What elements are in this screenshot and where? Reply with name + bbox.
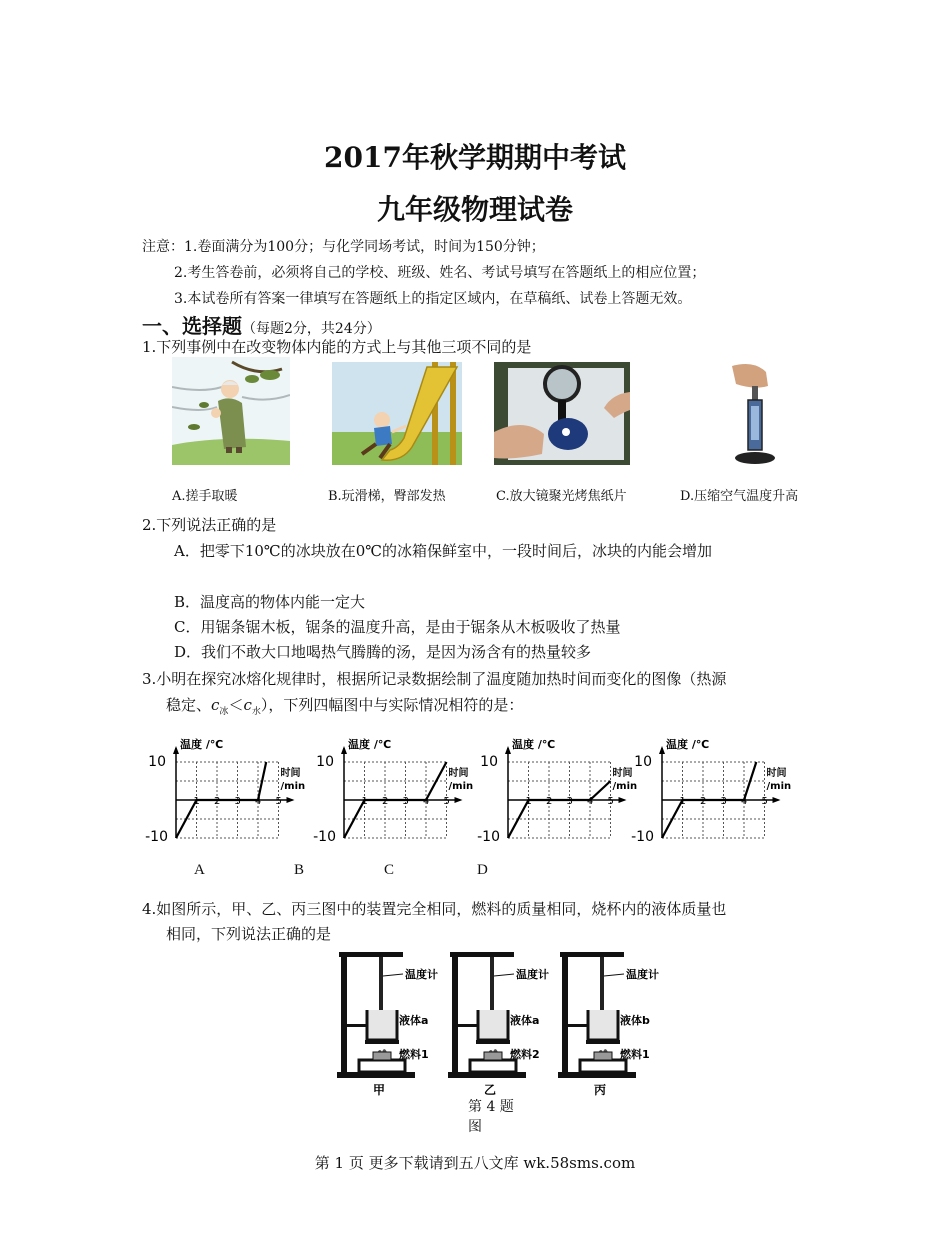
x-axis-arrow bbox=[773, 797, 781, 803]
burner-base bbox=[580, 1060, 626, 1072]
stand-pole bbox=[452, 954, 458, 1076]
q3-graph-b bbox=[308, 736, 488, 846]
apparatus-name: 甲 bbox=[373, 1083, 386, 1097]
q1-caption-d: D.压缩空气温度升高 bbox=[680, 489, 799, 504]
apparatus-1 bbox=[335, 948, 445, 1098]
notice-line-3: 3.本试卷所有答案一律填写在答题纸上的指定区域内，在草稿纸、试卷上答题无效。 bbox=[174, 291, 692, 307]
apparatus-name: 乙 bbox=[484, 1083, 497, 1097]
y-axis-arrow bbox=[173, 746, 179, 754]
q3-graph-a bbox=[140, 736, 320, 846]
q3-less-than: ＜ bbox=[228, 696, 244, 714]
stand-top-bar bbox=[560, 952, 624, 957]
x-axis-unit: /min bbox=[448, 781, 474, 792]
page-footer: 第 1 页 更多下载请到五八文库 wk.58sms.com bbox=[314, 1154, 636, 1172]
y-tick-top: 10 bbox=[316, 754, 334, 770]
stand-pole bbox=[562, 954, 568, 1076]
q3-c-water: c bbox=[243, 696, 252, 714]
question-4-stem-line2: 相同，下列说法正确的是 bbox=[166, 925, 332, 943]
x-tick-label: 4 bbox=[423, 796, 430, 807]
x-tick-label: 2 bbox=[382, 796, 389, 807]
y-axis-label: 温度 /℃ bbox=[180, 738, 224, 751]
question-3-stem-line2 bbox=[166, 694, 523, 717]
x-axis-arrow bbox=[455, 797, 463, 803]
stand-pole bbox=[341, 954, 347, 1076]
q4-figure-caption: 第 4 题 bbox=[468, 1099, 514, 1115]
y-tick-bottom: -10 bbox=[477, 829, 500, 845]
x-tick-label: 4 bbox=[255, 796, 262, 807]
stand-top-bar bbox=[450, 952, 514, 957]
thermometer-label: 温度计 bbox=[516, 968, 549, 981]
wire-gauze bbox=[365, 1040, 399, 1044]
q3-graph-d bbox=[626, 736, 806, 846]
y-axis-label: 温度 /℃ bbox=[348, 738, 392, 751]
y-tick-bottom: -10 bbox=[631, 829, 654, 845]
beaker bbox=[588, 1010, 618, 1040]
question-1-stem: 1.下列事例中在改变物体内能的方式上与其他三项不同的是 bbox=[142, 338, 532, 356]
liquid-label: 液体b bbox=[620, 1014, 650, 1027]
fuel-dish bbox=[594, 1052, 612, 1060]
question-4-stem-line1: 4.如图所示，甲、乙、丙三图中的装置完全相同，燃料的质量相同，烧杯内的液体质量也 bbox=[142, 900, 727, 918]
x-tick-label: 1 bbox=[361, 796, 368, 807]
thermometer-label: 温度计 bbox=[626, 968, 659, 981]
temperature-curve bbox=[508, 781, 611, 838]
q2-option-a: A．把零下10℃的冰块放在0℃的冰箱保鲜室中，一段时间后，冰块的内能会增加 bbox=[174, 542, 713, 560]
fuel-dish bbox=[373, 1052, 391, 1060]
q3-letter-d: D bbox=[477, 862, 488, 878]
q1-caption-c: C.放大镜聚光烤焦纸片 bbox=[496, 489, 627, 504]
x-tick-label: 5 bbox=[275, 796, 282, 807]
beaker bbox=[478, 1010, 508, 1040]
notice-line-2: 2.考生答卷前，必须将自己的学校、班级、姓名、考试号填写在答题纸上的相应位置； bbox=[174, 265, 706, 281]
x-tick-label: 3 bbox=[720, 796, 727, 807]
exam-subtitle: 九年级物理试卷 bbox=[376, 193, 573, 226]
liquid-label: 液体a bbox=[399, 1014, 429, 1027]
y-axis-label: 温度 /℃ bbox=[666, 738, 710, 751]
stand-top-bar bbox=[339, 952, 403, 957]
x-tick-label: 5 bbox=[443, 796, 450, 807]
notice-line-1: 注意：1.卷面满分为100分；与化学同场考试，时间为150分钟； bbox=[142, 239, 545, 255]
x-axis-unit: /min bbox=[280, 781, 306, 792]
q3-sub-ice: 冰 bbox=[219, 707, 229, 717]
q2-option-d: D．我们不敢大口地喝热气腾腾的汤，是因为汤含有的热量较多 bbox=[174, 643, 592, 661]
q1-picture-c bbox=[494, 362, 630, 465]
apparatus-2 bbox=[446, 948, 556, 1098]
q3-stem-part-a: 稳定、 bbox=[166, 696, 212, 714]
x-tick-label: 1 bbox=[679, 796, 686, 807]
x-axis-unit: /min bbox=[612, 781, 638, 792]
y-axis-arrow bbox=[505, 746, 511, 754]
x-tick-label: 2 bbox=[214, 796, 221, 807]
fuel-label: 燃料1 bbox=[620, 1048, 650, 1061]
q2-option-b: B．温度高的物体内能一定大 bbox=[174, 593, 366, 611]
x-tick-label: 5 bbox=[761, 796, 768, 807]
y-tick-bottom: -10 bbox=[145, 829, 168, 845]
exam-title: 2017年秋学期期中考试 bbox=[324, 141, 626, 174]
q3-letter-b: B bbox=[294, 862, 305, 878]
section-note: （每题2分，共24分） bbox=[242, 321, 381, 337]
apparatus-3 bbox=[556, 948, 666, 1098]
thermometer-pointer bbox=[604, 974, 624, 976]
fuel-label: 燃料2 bbox=[510, 1048, 540, 1061]
question-2-stem: 2.下列说法正确的是 bbox=[142, 516, 277, 534]
x-tick-label: 1 bbox=[193, 796, 200, 807]
y-axis-arrow bbox=[659, 746, 665, 754]
x-tick-label: 3 bbox=[234, 796, 241, 807]
q3-graph-c bbox=[472, 736, 652, 846]
fuel-dish bbox=[484, 1052, 502, 1060]
y-tick-top: 10 bbox=[480, 754, 498, 770]
x-tick-label: 1 bbox=[525, 796, 532, 807]
x-axis-unit: /min bbox=[766, 781, 792, 792]
q1-caption-a: A.搓手取暖 bbox=[172, 489, 238, 504]
q1-caption-b: B.玩滑梯，臀部发热 bbox=[328, 489, 446, 504]
section-title: 一、选择题 bbox=[142, 314, 242, 338]
q1-picture-b bbox=[332, 362, 462, 465]
q4-figure-caption-2: 图 bbox=[468, 1119, 482, 1135]
x-tick-label: 3 bbox=[566, 796, 573, 807]
q2-option-c: C．用锯条锯木板，锯条的温度升高，是由于锯条从木板吸收了热量 bbox=[174, 618, 621, 636]
x-tick-label: 4 bbox=[741, 796, 748, 807]
burner-base bbox=[470, 1060, 516, 1072]
x-axis-label: 时间 bbox=[766, 768, 787, 779]
x-tick-label: 5 bbox=[607, 796, 614, 807]
liquid-label: 液体a bbox=[510, 1014, 540, 1027]
q3-stem-part-b: ），下列四幅图中与实际情况相符的是： bbox=[260, 696, 524, 714]
x-tick-label: 2 bbox=[546, 796, 553, 807]
q3-c-ice: c bbox=[211, 696, 220, 714]
wire-gauze bbox=[586, 1040, 620, 1044]
thermometer-label: 温度计 bbox=[405, 968, 438, 981]
thermometer-pointer bbox=[494, 974, 514, 976]
x-tick-label: 2 bbox=[700, 796, 707, 807]
q1-picture-a bbox=[172, 357, 290, 465]
thermometer-pointer bbox=[383, 974, 403, 976]
section-heading bbox=[142, 310, 381, 339]
q1-picture-d bbox=[724, 360, 788, 468]
y-axis-arrow bbox=[341, 746, 347, 754]
y-axis-label: 温度 /℃ bbox=[512, 738, 556, 751]
x-axis-label: 时间 bbox=[448, 768, 469, 779]
q3-letter-c: C bbox=[384, 862, 395, 878]
x-tick-label: 4 bbox=[587, 796, 594, 807]
y-tick-top: 10 bbox=[634, 754, 652, 770]
fuel-label: 燃料1 bbox=[399, 1048, 429, 1061]
q3-sub-water: 水 bbox=[251, 707, 261, 717]
wire-gauze bbox=[476, 1040, 510, 1044]
x-axis-arrow bbox=[287, 797, 295, 803]
y-tick-top: 10 bbox=[148, 754, 166, 770]
q3-letter-a: A bbox=[194, 862, 205, 878]
apparatus-name: 丙 bbox=[594, 1083, 607, 1097]
beaker bbox=[367, 1010, 397, 1040]
x-axis-label: 时间 bbox=[612, 768, 633, 779]
burner-base bbox=[359, 1060, 405, 1072]
question-3-stem-line1: 3.小明在探究冰熔化规律时，根据所记录数据绘制了温度随加热时间而变化的图像（热源 bbox=[142, 670, 727, 688]
y-tick-bottom: -10 bbox=[313, 829, 336, 845]
x-tick-label: 3 bbox=[402, 796, 409, 807]
x-axis-label: 时间 bbox=[280, 768, 301, 779]
